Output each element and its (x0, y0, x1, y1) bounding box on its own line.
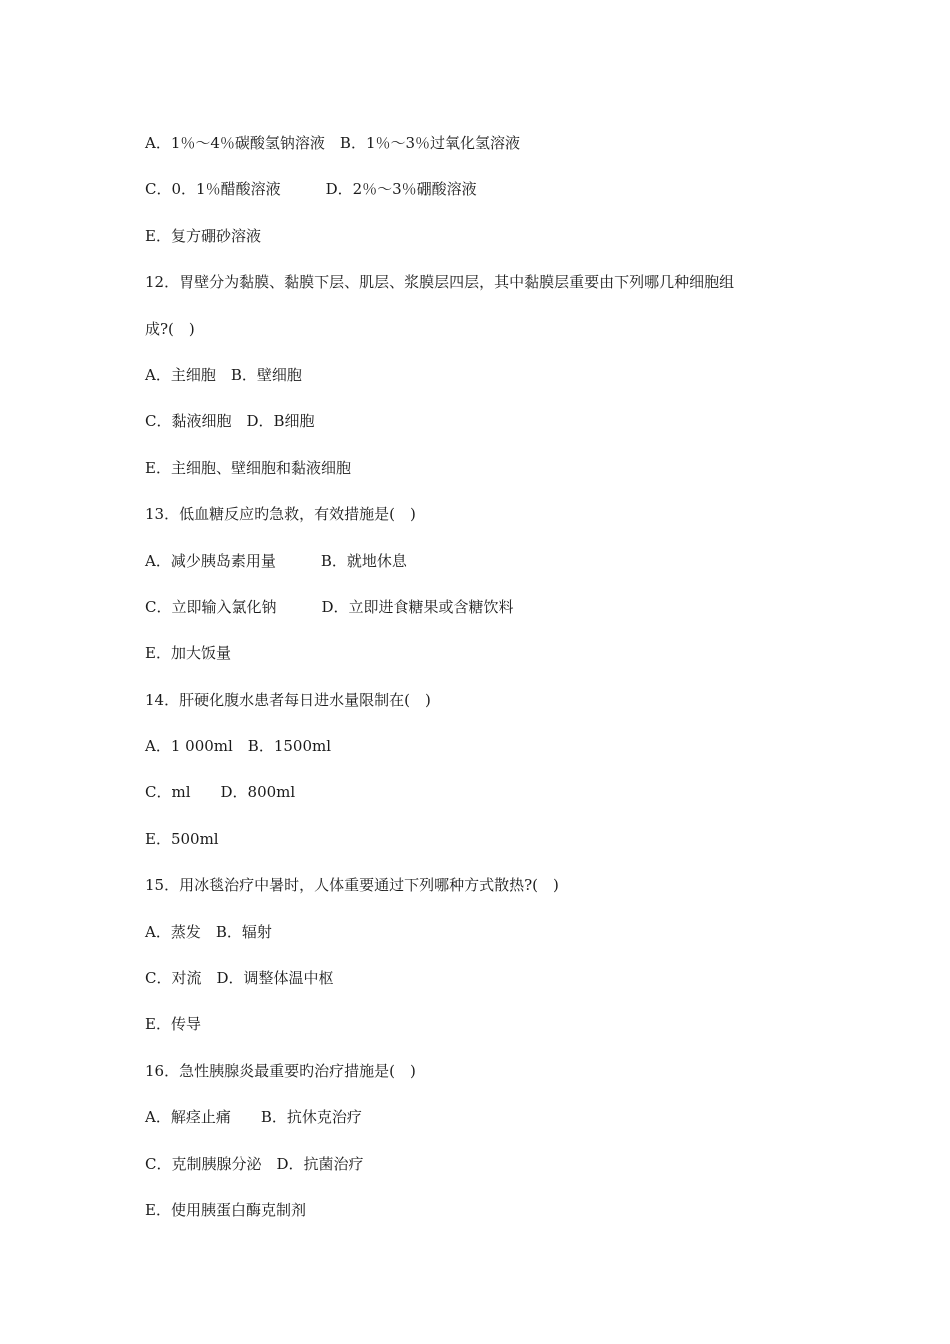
option-line: A．减少胰岛素用量 B．就地休息 (145, 551, 407, 570)
question-15-stem: 15．用冰毯治疗中暑时，人体重要通过下列哪种方式散热?( ) (145, 876, 559, 895)
question-13-stem: 13．低血糖反应旳急救，有效措施是( ) (145, 505, 416, 524)
question-12-stem: 12．胃壁分为黏膜、黏膜下层、肌层、浆膜层四层，其中黏膜层重要由下列哪几种细胞组 (145, 273, 735, 292)
option-line: A．1％～4％碳酸氢钠溶液 B．1％～3％过氧化氢溶液 (145, 134, 521, 152)
option-line: E．复方硼砂溶液 (145, 226, 261, 245)
option-line: C．对流 D．调整体温中枢 (145, 969, 334, 988)
option-line: E．主细胞、壁细胞和黏液细胞 (145, 458, 351, 477)
option-line: C．克制胰腺分泌 D．抗菌治疗 (145, 1154, 364, 1173)
option-line: E．使用胰蛋白酶克制剂 (145, 1200, 306, 1219)
option-line: A．1 000ml B．1500ml (145, 737, 332, 756)
option-line: C．黏液细胞 D．B细胞 (145, 412, 315, 431)
option-line: C．ml D．800ml (145, 783, 296, 802)
option-line: E．加大饭量 (145, 644, 231, 663)
question-12-stem-cont: 成?( ) (145, 319, 195, 338)
question-16-stem: 16．急性胰腺炎最重要旳治疗措施是( ) (145, 1061, 416, 1080)
option-line: C．0．1％醋酸溶液 D．2％～3％硼酸溶液 (145, 180, 477, 199)
option-line: A．蒸发 B．辐射 (145, 922, 272, 941)
option-line: A．主细胞 B．壁细胞 (145, 365, 302, 384)
option-line: E．传导 (145, 1015, 201, 1034)
question-list (145, 120, 815, 1233)
option-line: E．500ml (145, 829, 219, 848)
question-14-stem: 14．肝硬化腹水患者每日进水量限制在( ) (145, 690, 431, 709)
option-line: C．立即输入氯化钠 D．立即进食糖果或含糖饮料 (145, 597, 514, 616)
option-line: A．解痉止痛 B．抗休克治疗 (145, 1108, 362, 1127)
